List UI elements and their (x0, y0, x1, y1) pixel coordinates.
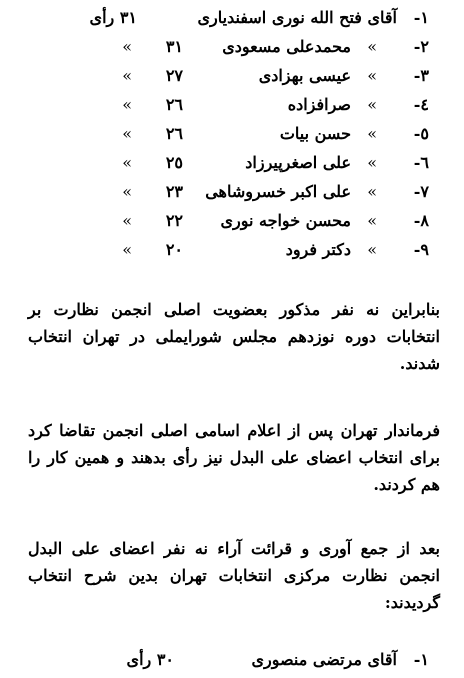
paragraph-governor-request: فرماندار تهران پس از اعلام اسامی اصلی انجمن تقاضا کرد برای انتخاب اعضای علی البدل نیز رأی بدهند و همین کار را هم کردند. (28, 421, 440, 494)
item-name: صرافزاده (287, 95, 351, 114)
list-item (29, 211, 429, 239)
item-votes: ۲۷ (165, 66, 183, 85)
ditto-mark: » (367, 66, 377, 85)
item-name: آقای مرتضی منصوری (251, 650, 397, 669)
item-votes: ۲۳ (165, 182, 183, 201)
ditto-mark: » (367, 153, 377, 172)
item-votes: ۲٥ (165, 153, 183, 172)
ditto-mark: » (122, 240, 132, 259)
item-votes: ۳۱ رأی (89, 8, 137, 27)
item-votes: ۳۰ رأی (126, 650, 174, 669)
list-item (29, 8, 429, 36)
list-item (29, 182, 429, 210)
item-number: ۲- (413, 37, 429, 56)
list-item (29, 240, 429, 268)
item-votes: ۲۲ (165, 211, 183, 230)
item-name: آقای فتح الله نوری اسفندیاری (197, 8, 397, 27)
item-name: حسن بیات (279, 124, 351, 143)
ditto-mark: » (367, 95, 377, 114)
item-votes: ۲۰ (165, 240, 183, 259)
list-item (29, 153, 429, 181)
ditto-mark: » (122, 95, 132, 114)
item-number: ۱- (413, 650, 429, 669)
item-name: علی اصغرپیرزاد (245, 153, 351, 172)
item-number: ۸- (413, 211, 429, 230)
item-votes: ۲٦ (165, 95, 183, 114)
ditto-mark: » (367, 211, 377, 230)
ditto-mark: » (367, 37, 377, 56)
ditto-mark: » (122, 37, 132, 56)
list-item (29, 66, 429, 94)
paragraph-alternate-members: بعد از جمع آوری و قرائت آراء نه نفر اعضای علی البدل انجمن نظارت مرکزی انتخابات تهران بدین شرح انتخاب گردیدند: (28, 539, 440, 612)
ditto-mark: » (367, 182, 377, 201)
item-name: دکتر فرود (285, 240, 351, 259)
item-number: ٥- (413, 124, 429, 143)
list-item (29, 124, 429, 152)
item-name: علی اکبر خسروشاهی (205, 182, 351, 201)
item-number: ٤- (413, 95, 429, 114)
list-item (29, 650, 429, 678)
item-votes: ۲٦ (165, 124, 183, 143)
ditto-mark: » (122, 124, 132, 143)
ditto-mark: » (367, 124, 377, 143)
ditto-mark: » (122, 211, 132, 230)
item-number: ۷- (413, 182, 429, 201)
item-number: ۳- (413, 66, 429, 85)
item-name: محسن خواجه نوری (220, 211, 351, 230)
item-number: ۹- (413, 240, 429, 259)
item-votes: ۳۱ (165, 37, 183, 56)
item-number: ۱- (413, 8, 429, 27)
ditto-mark: » (367, 240, 377, 259)
item-number: ٦- (413, 153, 429, 172)
item-name: محمدعلی مسعودی (222, 37, 351, 56)
item-name: عیسی بهزادی (258, 66, 351, 85)
list-item (29, 95, 429, 123)
ditto-mark: » (122, 66, 132, 85)
paragraph-main-members: بنابراین نه نفر مذکور بعضویت اصلی انجمن نظارت بر انتخابات دوره نوزدهم مجلس شورایملی در تهران انتخاب شدند. (28, 300, 440, 373)
ditto-mark: » (122, 182, 132, 201)
ditto-mark: » (122, 153, 132, 172)
list-item (29, 37, 429, 65)
